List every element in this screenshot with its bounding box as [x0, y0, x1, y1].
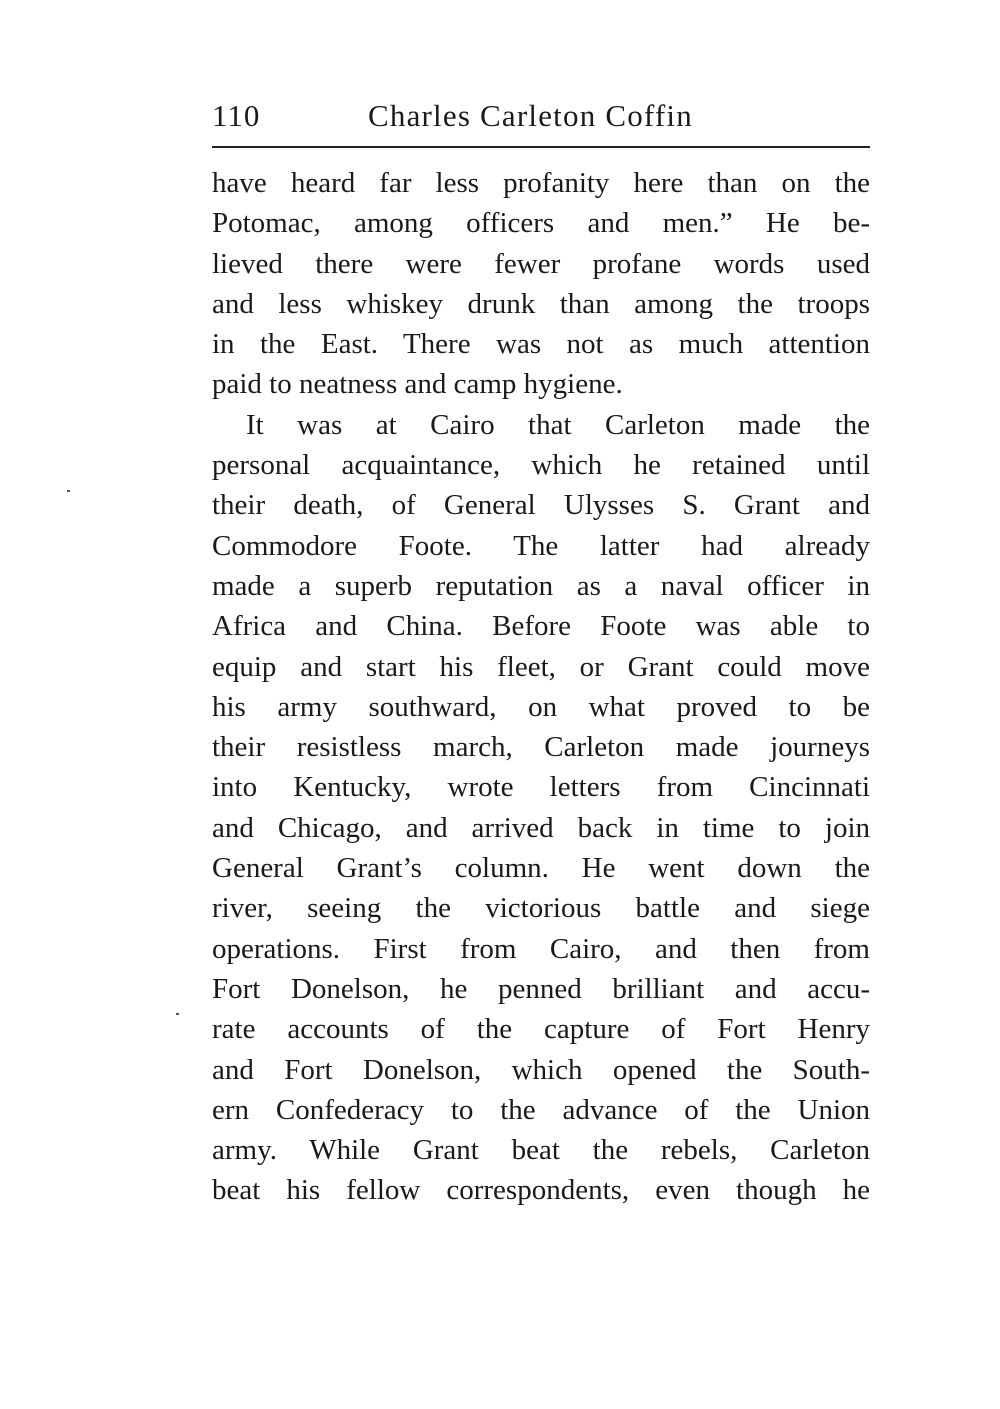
- scan-speck: [67, 490, 70, 492]
- paragraph-start-line: It was at Cairo that Carleton made the: [246, 408, 870, 441]
- text-line: river, seeing the victorious battle and siege: [212, 892, 870, 925]
- text-line: made a superb reputation as a naval officer in: [212, 569, 870, 602]
- text-line: paid to neatness and camp hygiene.: [212, 368, 623, 401]
- text-line: and Chicago, and arrived back in time to join: [212, 811, 870, 844]
- text-line: and Fort Donelson, which opened the South-: [212, 1053, 870, 1086]
- text-line: equip and start his fleet, or Grant could move: [212, 650, 870, 683]
- page-number: 110: [212, 98, 261, 133]
- text-line: his army southward, on what proved to be: [212, 690, 870, 723]
- running-header: [212, 96, 870, 140]
- body-text: [212, 163, 870, 1211]
- text-line: have heard far less profanity here than on the: [212, 167, 870, 199]
- text-line: lieved there were fewer profane words used: [212, 247, 870, 280]
- text-line: beat his fellow correspondents, even though he: [212, 1174, 870, 1207]
- text-line: Commodore Foote. The latter had already: [212, 529, 870, 562]
- text-line: in the East. There was not as much attention: [212, 328, 870, 361]
- text-line: into Kentucky, wrote letters from Cincinnati: [212, 771, 870, 804]
- text-line: army. While Grant beat the rebels, Carleton: [212, 1134, 870, 1167]
- text-line: personal acquaintance, which he retained until: [212, 449, 870, 482]
- text-line: General Grant’s column. He went down the: [212, 852, 870, 885]
- text-line: and less whiskey drunk than among the troops: [212, 287, 870, 320]
- text-line: Potomac, among officers and men.” He be-: [212, 207, 870, 240]
- text-line: rate accounts of the capture of Fort Henry: [212, 1013, 870, 1046]
- scan-speck: [176, 1013, 179, 1015]
- text-line: Africa and China. Before Foote was able to: [212, 610, 870, 643]
- text-line: Fort Donelson, he penned brilliant and accu-: [212, 972, 870, 1005]
- text-line: operations. First from Cairo, and then from: [212, 932, 870, 965]
- text-line: their death, of General Ulysses S. Grant and: [212, 489, 870, 522]
- text-line: ern Confederacy to the advance of the Union: [212, 1093, 870, 1126]
- text-line: their resistless march, Carleton made journeys: [212, 731, 870, 764]
- running-title: Charles Carleton Coffin: [368, 98, 693, 133]
- header-rule: [212, 146, 870, 148]
